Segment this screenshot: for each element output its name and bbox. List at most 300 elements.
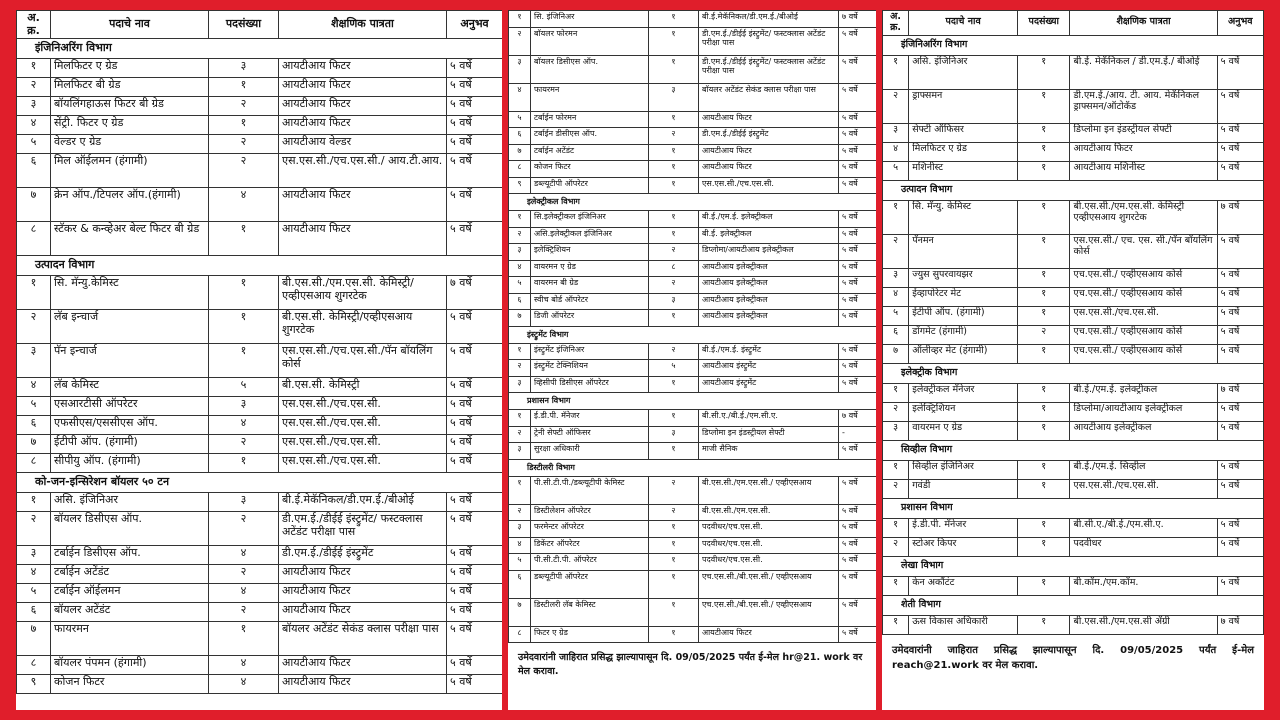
- post-count-cell: ४: [209, 188, 279, 222]
- experience-cell: ५ वर्षे: [447, 454, 503, 473]
- experience-cell: ५ वर्षे: [447, 222, 503, 256]
- post-count-cell: ३: [649, 293, 699, 310]
- post-name-cell: सि.इलेक्ट्रीकल इंजिनिअर: [531, 211, 649, 228]
- qualification-cell: आयटीआय इलेक्ट्रीकल: [699, 277, 839, 294]
- table-row: [17, 656, 503, 675]
- section-title: उत्पादन विभाग: [17, 256, 503, 276]
- table-row: [883, 268, 1264, 287]
- post-name-cell: लॅब केमिस्ट: [51, 378, 209, 397]
- experience-cell: ७ वर्षे: [447, 276, 503, 310]
- qualification-cell: डिप्लोमा/आयटीआय इलेक्ट्रीकल: [699, 244, 839, 261]
- experience-cell: ५ वर्षे: [447, 675, 503, 694]
- post-name-cell: ईटीपी ऑप. (हंगामी): [909, 306, 1018, 325]
- sr-no-cell: २: [509, 426, 531, 443]
- qualification-cell: एस.एस.सी./एच.एस.सी.: [279, 435, 447, 454]
- section-header-row: [17, 39, 503, 59]
- table-row: [17, 565, 503, 584]
- post-count-cell: २: [209, 565, 279, 584]
- post-count-cell: ४: [209, 546, 279, 565]
- table-row: [883, 383, 1264, 402]
- post-name-cell: सीपीयु ऑप. (हंगामी): [51, 454, 209, 473]
- post-name-cell: वायरमन ए ग्रेड: [531, 260, 649, 277]
- post-name-cell: मिल ऑईलमन (हंगामी): [51, 154, 209, 188]
- experience-cell: ५ वर्षे: [839, 260, 877, 277]
- sr-no-cell: १: [883, 383, 909, 402]
- post-name-cell: बॉयलर डिसीएस ऑप.: [51, 512, 209, 546]
- header-post-name: पदाचे नाव: [909, 11, 1018, 36]
- post-name-cell: मिलफिटर ए ग्रेड: [909, 142, 1018, 161]
- recruitment-table: [882, 10, 1264, 635]
- section-title: इलेक्ट्रीकल विभाग: [509, 194, 877, 211]
- table-row: [509, 476, 877, 504]
- post-name-cell: टर्बाईन अटेंडंट: [531, 144, 649, 161]
- sr-no-cell: ४: [883, 142, 909, 161]
- post-name-cell: लॅब इन्चार्ज: [51, 310, 209, 344]
- qualification-cell: डी.एम.ई./डीईई इंस्ट्रुमेंट/ फस्टक्लास अटेंडंट परीक्षा पास: [279, 512, 447, 546]
- post-name-cell: ट्रेनी सेफ्टी ऑफिसर: [531, 426, 649, 443]
- qualification-cell: डिप्लोमा इन इंडस्ट्रीयल सेफ्टी: [699, 426, 839, 443]
- post-count-cell: १: [649, 570, 699, 598]
- sr-no-cell: ७: [509, 598, 531, 626]
- qualification-cell: आयटीआय फिटर: [279, 97, 447, 116]
- post-count-cell: ३: [649, 426, 699, 443]
- post-name-cell: डिजी ऑपरेटर: [531, 310, 649, 327]
- experience-cell: ५ वर्षे: [447, 493, 503, 512]
- table-row: [17, 222, 503, 256]
- qualification-cell: आयटीआय फिटर: [279, 188, 447, 222]
- qualification-cell: आयटीआय फिटर: [279, 584, 447, 603]
- experience-cell: ५ वर्षे: [447, 435, 503, 454]
- sr-no-cell: १: [883, 576, 909, 595]
- table-row: [883, 421, 1264, 440]
- post-count-cell: १: [209, 622, 279, 656]
- header-sr-no: अ. क्र.: [883, 11, 909, 36]
- sr-no-cell: ७: [17, 435, 51, 454]
- post-name-cell: टर्बाईन ऑईलमन: [51, 584, 209, 603]
- table-row: [17, 416, 503, 435]
- table-body: [509, 11, 877, 643]
- table-row: [883, 234, 1264, 268]
- section-header-row: [883, 363, 1264, 383]
- post-count-cell: १: [1018, 89, 1070, 123]
- sr-no-cell: ३: [883, 421, 909, 440]
- table-row: [17, 622, 503, 656]
- sr-no-cell: ५: [509, 111, 531, 128]
- post-name-cell: असि. इंजिनिअर: [51, 493, 209, 512]
- sr-no-cell: २: [17, 512, 51, 546]
- sr-no-cell: ३: [509, 55, 531, 83]
- post-name-cell: ईव्हापोरेटर मेट: [909, 287, 1018, 306]
- sr-no-cell: २: [17, 310, 51, 344]
- table-row: [509, 55, 877, 83]
- section-header-row: [883, 595, 1264, 615]
- qualification-cell: एस.एस.सी./एच.एस.सी./ आय.टी.आय.: [279, 154, 447, 188]
- post-count-cell: २: [209, 512, 279, 546]
- experience-cell: ५ वर्षे: [447, 154, 503, 188]
- qualification-cell: डी.एम.ई./आय. टी. आय. मेकॅनिकल ड्राफ्समन/ऑटोकॅड: [1070, 89, 1217, 123]
- section-title: प्रशासन विभाग: [883, 498, 1264, 518]
- table-row: [509, 177, 877, 194]
- post-count-cell: १: [649, 55, 699, 83]
- sr-no-cell: १: [883, 460, 909, 479]
- experience-cell: ५ वर्षे: [839, 343, 877, 360]
- post-count-cell: १: [1018, 200, 1070, 234]
- post-count-cell: २: [649, 244, 699, 261]
- post-count-cell: १: [649, 410, 699, 427]
- sr-no-cell: ५: [509, 277, 531, 294]
- qualification-cell: एच.एस.सी./ एव्हीएसआय कोर्स: [1070, 268, 1217, 287]
- qualification-cell: एस.एस.सी./एच.एस.सी.: [699, 177, 839, 194]
- experience-cell: ५ वर्षे: [839, 293, 877, 310]
- sr-no-cell: ४: [17, 116, 51, 135]
- post-count-cell: १: [649, 598, 699, 626]
- experience-cell: ७ वर्षे: [1217, 383, 1263, 402]
- experience-cell: ५ वर्षे: [839, 310, 877, 327]
- sr-no-cell: ४: [509, 537, 531, 554]
- table-row: [509, 626, 877, 643]
- table-body: [17, 39, 503, 694]
- qualification-cell: आयटीआय फिटर: [699, 161, 839, 178]
- post-name-cell: ऑलीव्हर मेट (हंगामी): [909, 344, 1018, 363]
- experience-cell: ५ वर्षे: [839, 504, 877, 521]
- post-name-cell: फायरमन: [531, 83, 649, 111]
- experience-cell: ५ वर्षे: [1217, 234, 1263, 268]
- table-row: [17, 675, 503, 694]
- experience-cell: ५ वर्षे: [839, 626, 877, 643]
- post-name-cell: सि. मॅन्यु.केमिस्ट: [51, 276, 209, 310]
- table-row: [509, 11, 877, 28]
- experience-cell: ५ वर्षे: [1217, 123, 1263, 142]
- sr-no-cell: ८: [17, 454, 51, 473]
- post-count-cell: १: [209, 78, 279, 97]
- experience-cell: ५ वर्षे: [1217, 142, 1263, 161]
- sr-no-cell: १: [883, 518, 909, 537]
- recruitment-table: [508, 10, 876, 643]
- post-count-cell: १: [209, 222, 279, 256]
- experience-cell: ५ वर्षे: [447, 565, 503, 584]
- qualification-cell: आयटीआय फिटर: [279, 59, 447, 78]
- post-count-cell: ५: [649, 360, 699, 377]
- post-name-cell: सुरक्षा अधिकारी: [531, 443, 649, 460]
- post-count-cell: १: [649, 211, 699, 228]
- qualification-cell: बी.ई./एम.ई. सिव्हील: [1070, 460, 1217, 479]
- experience-cell: ५ वर्षे: [1217, 537, 1263, 556]
- post-count-cell: १: [1018, 615, 1070, 634]
- post-name-cell: टर्बाईन अटेंडंट: [51, 565, 209, 584]
- table-row: [17, 188, 503, 222]
- qualification-cell: एच.एस.सी./ एव्हीएसआय कोर्स: [1070, 325, 1217, 344]
- header-post-name: पदाचे नाव: [51, 11, 209, 39]
- sr-no-cell: ८: [17, 656, 51, 675]
- sr-no-cell: २: [883, 479, 909, 498]
- post-name-cell: बॉयलर फोरमन: [531, 27, 649, 55]
- post-name-cell: स्वीच बोर्ड ऑपरेटर: [531, 293, 649, 310]
- table-row: [509, 360, 877, 377]
- qualification-cell: आयटीआय फिटर: [279, 222, 447, 256]
- table-row: [509, 310, 877, 327]
- post-name-cell: डिस्टीलरी लॅब केमिस्ट: [531, 598, 649, 626]
- table-row: [509, 161, 877, 178]
- sr-no-cell: २: [883, 537, 909, 556]
- post-name-cell: मशिनीस्ट: [909, 161, 1018, 180]
- experience-cell: ७ वर्षे: [839, 11, 877, 28]
- sr-no-cell: ७: [509, 310, 531, 327]
- post-count-cell: २: [209, 154, 279, 188]
- post-name-cell: टर्बाईन डीसीएस ऑप.: [531, 128, 649, 145]
- sr-no-cell: ५: [17, 584, 51, 603]
- post-name-cell: फिटर ए ग्रेड: [531, 626, 649, 643]
- post-count-cell: ३: [209, 59, 279, 78]
- sr-no-cell: ५: [883, 161, 909, 180]
- post-count-cell: १: [649, 161, 699, 178]
- experience-cell: ७ वर्षे: [839, 410, 877, 427]
- table-row: [509, 521, 877, 538]
- table-row: [883, 576, 1264, 595]
- experience-cell: ५ वर्षे: [839, 177, 877, 194]
- table-row: [883, 344, 1264, 363]
- sr-no-cell: ४: [17, 378, 51, 397]
- table-row: [509, 227, 877, 244]
- table-row: [509, 111, 877, 128]
- sr-no-cell: ३: [17, 97, 51, 116]
- table-row: [883, 306, 1264, 325]
- section-header-row: [509, 393, 877, 410]
- qualification-cell: बी.ई. इलेक्ट्रीकल: [699, 227, 839, 244]
- table-row: [883, 537, 1264, 556]
- sr-no-cell: ६: [509, 128, 531, 145]
- experience-cell: ५ वर्षे: [839, 376, 877, 393]
- post-count-cell: १: [649, 111, 699, 128]
- sr-no-cell: १: [509, 211, 531, 228]
- post-count-cell: १: [1018, 383, 1070, 402]
- table-row: [883, 287, 1264, 306]
- qualification-cell: एस.एस.सी./एच.एस.सी.: [1070, 306, 1217, 325]
- post-name-cell: असि.इलेक्ट्रीकल इंजिनिअर: [531, 227, 649, 244]
- sr-no-cell: ४: [509, 260, 531, 277]
- table-row: [17, 344, 503, 378]
- experience-cell: ५ वर्षे: [1217, 89, 1263, 123]
- sr-no-cell: २: [509, 27, 531, 55]
- table-row: [17, 310, 503, 344]
- sr-no-cell: ६: [509, 570, 531, 598]
- post-name-cell: डब्ल्यूटीपी ऑपरेटर: [531, 177, 649, 194]
- table-row: [17, 59, 503, 78]
- experience-cell: ५ वर्षे: [447, 135, 503, 154]
- experience-cell: ५ वर्षे: [839, 598, 877, 626]
- experience-cell: ५ वर्षे: [839, 277, 877, 294]
- post-count-cell: १: [1018, 402, 1070, 421]
- post-count-cell: २: [209, 603, 279, 622]
- section-title: प्रशासन विभाग: [509, 393, 877, 410]
- recruitment-table-panel-2: [508, 10, 876, 710]
- table-row: [883, 518, 1264, 537]
- qualification-cell: माजी सैनिक: [699, 443, 839, 460]
- experience-cell: ५ वर्षे: [447, 622, 503, 656]
- experience-cell: ५ वर्षे: [839, 554, 877, 571]
- post-count-cell: २: [649, 343, 699, 360]
- sr-no-cell: २: [509, 360, 531, 377]
- post-name-cell: मिलफिटर बी ग्रेड: [51, 78, 209, 97]
- table-row: [883, 161, 1264, 180]
- table-row: [509, 570, 877, 598]
- experience-cell: -: [839, 426, 877, 443]
- qualification-cell: आयटीआय इंस्ट्रुमेंट: [699, 360, 839, 377]
- post-name-cell: केन अकौंटंट: [909, 576, 1018, 595]
- sr-no-cell: ८: [509, 161, 531, 178]
- post-count-cell: ४: [209, 584, 279, 603]
- header-experience: अनुभव: [1217, 11, 1263, 36]
- post-count-cell: १: [1018, 344, 1070, 363]
- table-row: [509, 128, 877, 145]
- qualification-cell: बी.ई./एम.ई. इलेक्ट्रीकल: [1070, 383, 1217, 402]
- post-name-cell: ड्राफ्समन: [909, 89, 1018, 123]
- table-row: [883, 325, 1264, 344]
- table-row: [509, 410, 877, 427]
- section-header-row: [883, 556, 1264, 576]
- application-note: उमेदवारांनी जाहिरात प्रसिद्ध झाल्यापासून दि. 09/05/2025 पर्यंत ई-मेल reach@21.work वर मेल करावा.: [892, 644, 1254, 671]
- header-post-count: पदसंख्या: [209, 11, 279, 39]
- post-name-cell: सेंट्री. फिटर ए ग्रेड: [51, 116, 209, 135]
- table-row: [17, 276, 503, 310]
- qualification-cell: एच.एस.सी./ एव्हीएसआय कोर्स: [1070, 287, 1217, 306]
- post-count-cell: २: [209, 435, 279, 454]
- sr-no-cell: २: [883, 89, 909, 123]
- qualification-cell: बी.एस.सी./एम.एस.सी./ एव्हीएसआय: [699, 476, 839, 504]
- qualification-cell: आयटीआय फिटर: [279, 116, 447, 135]
- experience-cell: ५ वर्षे: [447, 97, 503, 116]
- post-count-cell: ४: [209, 656, 279, 675]
- experience-cell: ५ वर्षे: [1217, 325, 1263, 344]
- qualification-cell: आयटीआय फिटर: [1070, 142, 1217, 161]
- sr-no-cell: ६: [17, 154, 51, 188]
- sr-no-cell: ८: [509, 626, 531, 643]
- experience-cell: ५ वर्षे: [447, 656, 503, 675]
- table-row: [883, 123, 1264, 142]
- sr-no-cell: ७: [17, 622, 51, 656]
- experience-cell: ७ वर्षे: [1217, 200, 1263, 234]
- sr-no-cell: १: [17, 493, 51, 512]
- experience-cell: ५ वर्षे: [447, 116, 503, 135]
- post-name-cell: फायरमन: [51, 622, 209, 656]
- section-header-row: [509, 459, 877, 476]
- section-header-row: [883, 440, 1264, 460]
- qualification-cell: आयटीआय फिटर: [699, 144, 839, 161]
- post-count-cell: १: [649, 443, 699, 460]
- qualification-cell: बी.ई./एम.ई. इंस्ट्रुमेंट: [699, 343, 839, 360]
- table-row: [17, 397, 503, 416]
- post-count-cell: १: [1018, 268, 1070, 287]
- post-count-cell: २: [649, 277, 699, 294]
- post-name-cell: डोंगमेट (हंगामी): [909, 325, 1018, 344]
- experience-cell: ५ वर्षे: [839, 521, 877, 538]
- experience-cell: ५ वर्षे: [839, 55, 877, 83]
- table-row: [509, 260, 877, 277]
- sr-no-cell: २: [17, 78, 51, 97]
- post-count-cell: १: [649, 310, 699, 327]
- experience-cell: ५ वर्षे: [839, 111, 877, 128]
- qualification-cell: आयटीआय मशिनीस्ट: [1070, 161, 1217, 180]
- post-name-cell: फरमेन्टर ऑपरेटर: [531, 521, 649, 538]
- post-count-cell: १: [209, 454, 279, 473]
- section-header-row: [17, 256, 503, 276]
- sr-no-cell: ३: [17, 344, 51, 378]
- post-count-cell: १: [649, 227, 699, 244]
- post-count-cell: ३: [209, 493, 279, 512]
- sr-no-cell: २: [509, 227, 531, 244]
- sr-no-cell: १: [883, 200, 909, 234]
- sr-no-cell: ३: [509, 443, 531, 460]
- experience-cell: ५ वर्षे: [447, 59, 503, 78]
- post-name-cell: इलेक्ट्रिशियन: [909, 402, 1018, 421]
- post-name-cell: ज्युस सुपरवायझर: [909, 268, 1018, 287]
- post-count-cell: १: [1018, 287, 1070, 306]
- experience-cell: ५ वर्षे: [1217, 479, 1263, 498]
- post-count-cell: १: [1018, 518, 1070, 537]
- sr-no-cell: ९: [509, 177, 531, 194]
- experience-cell: ५ वर्षे: [839, 227, 877, 244]
- experience-cell: ५ वर्षे: [447, 310, 503, 344]
- experience-cell: ५ वर्षे: [839, 83, 877, 111]
- sr-no-cell: ७: [17, 188, 51, 222]
- post-count-cell: २: [209, 97, 279, 116]
- sr-no-cell: ९: [17, 675, 51, 694]
- post-name-cell: डब्ल्यूटीपी ऑपरेटर: [531, 570, 649, 598]
- post-count-cell: १: [1018, 479, 1070, 498]
- qualification-cell: डिप्लोमा/आयटीआय इलेक्ट्रीकल: [1070, 402, 1217, 421]
- post-name-cell: वायरमन ए ग्रेड: [909, 421, 1018, 440]
- sr-no-cell: ६: [17, 603, 51, 622]
- sr-no-cell: ३: [509, 244, 531, 261]
- qualification-cell: आयटीआय इलेक्ट्रीकल: [699, 260, 839, 277]
- table-row: [509, 376, 877, 393]
- post-name-cell: एफसीएस/एससीएस ऑप.: [51, 416, 209, 435]
- post-count-cell: १: [649, 537, 699, 554]
- section-title: इंजिनिअरिंग विभाग: [883, 35, 1264, 55]
- sr-no-cell: ३: [17, 546, 51, 565]
- table-row: [17, 493, 503, 512]
- sr-no-cell: ४: [509, 83, 531, 111]
- qualification-cell: बी.सी.ए./बी.ई./एम.सी.ए.: [1070, 518, 1217, 537]
- post-count-cell: १: [1018, 123, 1070, 142]
- qualification-cell: डी.एम.ई./डीईई इंस्ट्रुमेंट/ फस्टक्लास अटेंडंट परीक्षा पास: [699, 55, 839, 83]
- qualification-cell: बी.एस.सी. केमिस्ट्री: [279, 378, 447, 397]
- post-name-cell: डिकेंटर ऑपरेटर: [531, 537, 649, 554]
- post-name-cell: इंस्ट्रुमेंट टेक्निशियन: [531, 360, 649, 377]
- post-count-cell: १: [649, 11, 699, 28]
- application-note: उमेदवारांनी जाहिरात प्रसिद्ध झाल्यापासून दि. 09/05/2025 पर्यंत ई-मेल hr@21. work वर मेल करावा.: [518, 652, 863, 678]
- table-row: [17, 116, 503, 135]
- post-count-cell: ४: [209, 416, 279, 435]
- post-name-cell: बॉयलर डिसीएस ऑप.: [531, 55, 649, 83]
- sr-no-cell: ५: [509, 554, 531, 571]
- post-name-cell: इलेक्ट्रिशियन: [531, 244, 649, 261]
- table-row: [17, 154, 503, 188]
- post-name-cell: इलेक्ट्रीकल मॅनेजर: [909, 383, 1018, 402]
- table-row: [883, 142, 1264, 161]
- section-header-row: [509, 194, 877, 211]
- table-row: [509, 554, 877, 571]
- header-qualification: शैक्षणिक पात्रता: [1070, 11, 1217, 36]
- qualification-cell: डी.एम.ई./डीईई इंस्ट्रुमेंट: [279, 546, 447, 565]
- qualification-cell: एस.एस.सी./एच.एस.सी.: [279, 454, 447, 473]
- post-name-cell: सेफ्टी ऑफिसर: [909, 123, 1018, 142]
- sr-no-cell: ३: [883, 123, 909, 142]
- table-row: [509, 83, 877, 111]
- experience-cell: ५ वर्षे: [839, 244, 877, 261]
- section-title: लेखा विभाग: [883, 556, 1264, 576]
- qualification-cell: आयटीआय फिटर: [279, 675, 447, 694]
- post-count-cell: २: [209, 135, 279, 154]
